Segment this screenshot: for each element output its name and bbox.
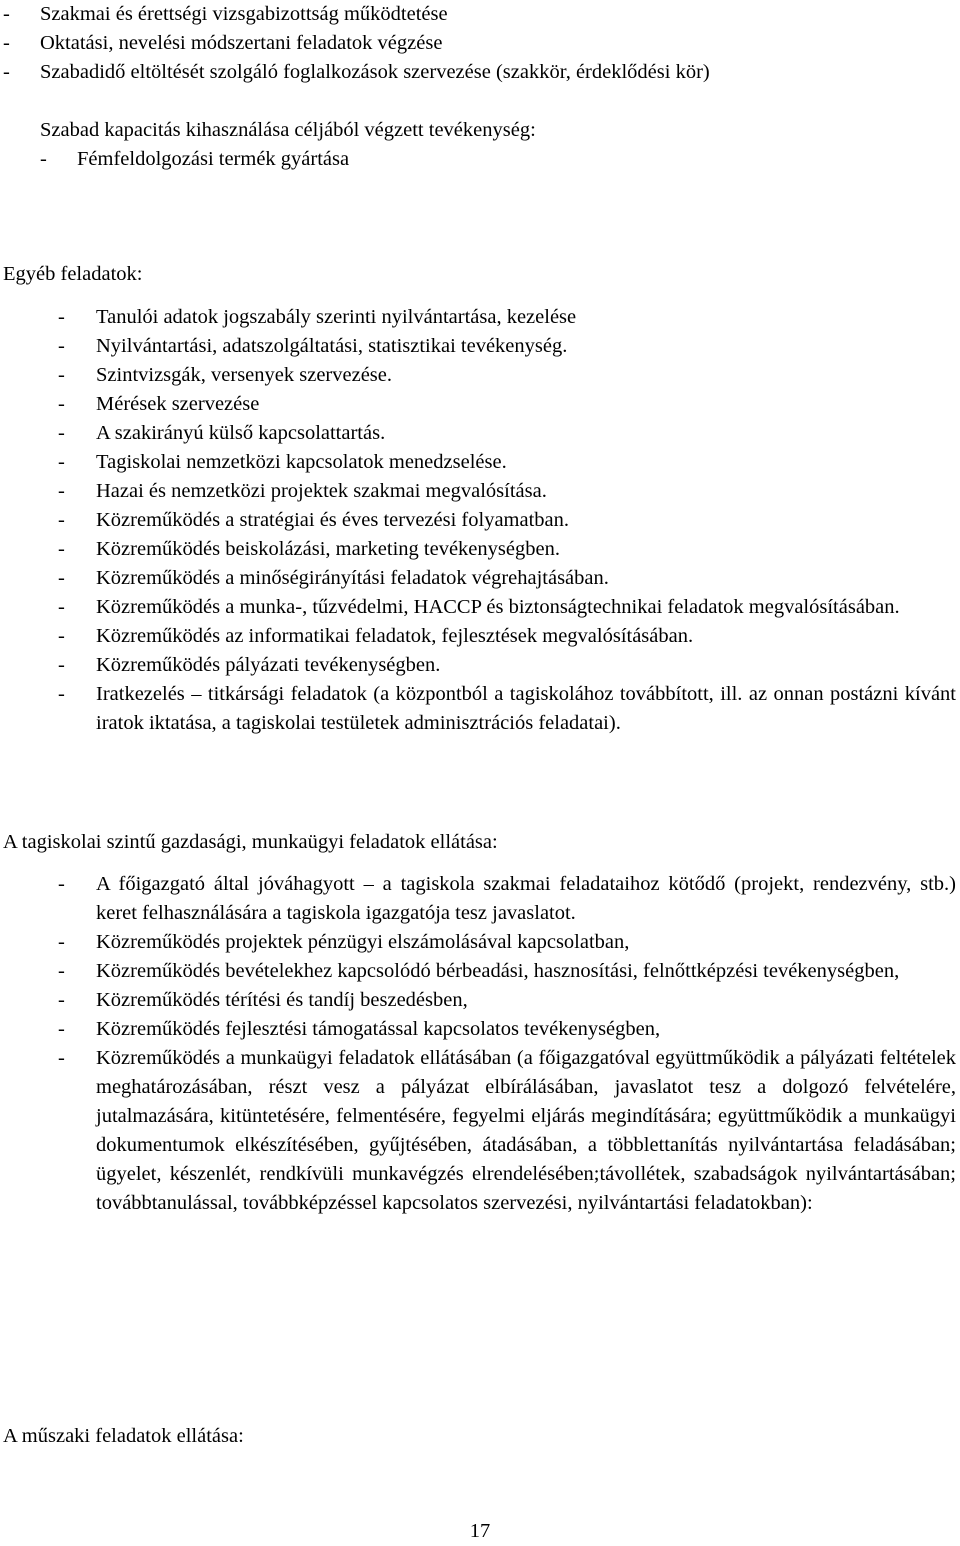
list-item: - Tagiskolai nemzetközi kapcsolatok menedzselése. <box>58 451 507 473</box>
list-item: - Szintvizsgák, versenyek szervezése. <box>58 364 392 386</box>
section-heading: Szabad kapacitás kihasználása céljából végzett tevékenység: <box>40 119 536 141</box>
list-item: - Közreműködés térítési és tandíj beszedésben, <box>58 989 468 1011</box>
list-item: - Közreműködés projektek pénzügyi elszámolásával kapcsolatban, <box>58 931 630 953</box>
list-item: - Közreműködés bevételekhez kapcsolódó bérbeadási, hasznosítási, felnőttképzési tevékenységben, <box>58 960 900 982</box>
list-item: - Oktatási, nevelési módszertani feladatok végzése <box>3 32 443 54</box>
list-item: - Szabadidő eltöltését szolgáló foglalkozások szervezése (szakkör, érdeklődési kör) <box>3 61 710 83</box>
list-item: - Szakmai és érettségi vizsgabizottság működtetése <box>3 3 448 25</box>
list-item: - Nyilvántartási, adatszolgáltatási, statisztikai tevékenység. <box>58 335 568 357</box>
list-item: - Iratkezelés – titkársági feladatok (a központból a tagiskolához továbbított, ill. az onnan postázni kívánt iratok iktatása, a tagiskolai testületek adminisztrációs feladatai). <box>58 683 956 734</box>
economic-tasks-list <box>0 870 956 1218</box>
list-item: - Közreműködés a stratégiai és éves tervezési folyamatban. <box>58 509 570 531</box>
section-capacity <box>0 116 956 174</box>
list-item: - Közreműködés pályázati tevékenységben. <box>58 654 441 676</box>
other-tasks-list <box>0 303 956 738</box>
list-item: - Közreműködés fejlesztési támogatással kapcsolatos tevékenységben, <box>58 1018 661 1040</box>
list-item: - Fémfeldolgozási termék gyártása <box>40 148 350 170</box>
list-item: - Közreműködés az informatikai feladatok, fejlesztések megvalósításában. <box>58 625 694 647</box>
list-item: - Közreműködés a minőségirányítási feladatok végrehajtásában. <box>58 567 609 589</box>
page-number: 17 <box>469 1520 491 1542</box>
list-item: - Tanulói adatok jogszabály szerinti nyilvántartása, kezelése <box>58 306 577 328</box>
list-item: - Közreműködés a munkaügyi feladatok ellátásában (a főigazgatóval együttműködik a pályázati feltételek meghatározásában, részt vesz a pályázat elbírálásában, javaslatot tesz a dolgozó felvételére, jutalmazására, kitüntetésére, felmentésére, fegyelmi eljárás megindítására; együttműködik a munkaügyi dokumentumok elkészítésében, gyűjtésében, átadásában, a többlettanítás nyilvántartása feladásában; ügyelet, készenlét, rendkívüli munkavégzés elrendelésében;távollétek, szabadságok nyilvántartásában; továbbtanulással, továbbképzéssel kapcsolatos szervezési, nyilvántartási feladatokban): <box>58 1047 956 1214</box>
list-item: - Közreműködés a munka-, tűzvédelmi, HACCP és biztonságtechnikai feladatok megvalósításában. <box>58 596 900 618</box>
list-item: - A főigazgató által jóváhagyott – a tagiskola szakmai feladataihoz kötődő (projekt, rendezvény, stb.) keret felhasználására a tagiskola igazgatója tesz javaslatot. <box>58 873 956 924</box>
list-item: - Mérések szervezése <box>58 393 260 415</box>
list-item: - Hazai és nemzetközi projektek szakmai megvalósítása. <box>58 480 547 502</box>
section-heading: A tagiskolai szintű gazdasági, munkaügyi feladatok ellátása: <box>3 831 498 853</box>
top-list <box>0 0 956 87</box>
section-heading: A műszaki feladatok ellátása: <box>3 1425 244 1447</box>
list-item: - Közreműködés beiskolázási, marketing tevékenységben. <box>58 538 560 560</box>
list-item: - A szakirányú külső kapcsolattartás. <box>58 422 386 444</box>
section-heading: Egyéb feladatok: <box>3 263 143 285</box>
